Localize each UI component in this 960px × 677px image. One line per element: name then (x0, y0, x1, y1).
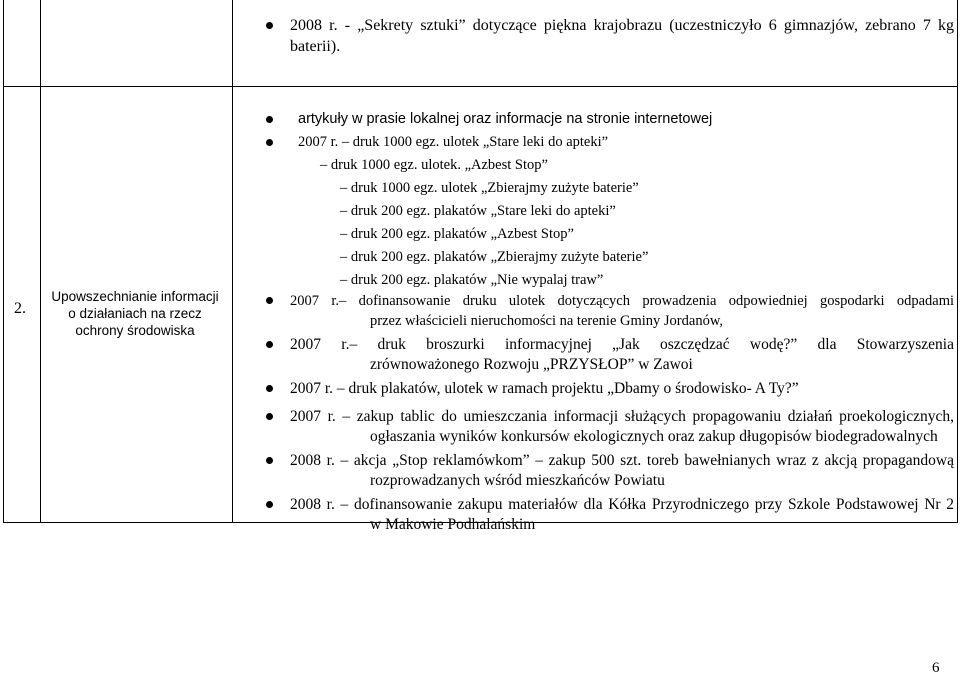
sub-item-posters-leki: – druk 200 egz. plakatów „Stare leki do apteki” (340, 203, 616, 219)
bullet (266, 385, 273, 392)
list-item-2007-brochure-l2: zrównoważonego Rozwoju „PRZYSŁOP” w Zawoi (370, 356, 693, 373)
bullet (266, 341, 273, 348)
bullet (266, 297, 273, 304)
bullet (266, 139, 273, 146)
sub-item-posters-azbest: – druk 200 egz. plakatów „Azbest Stop” (340, 226, 574, 242)
list-item-2007-posters-project: 2007 r. – druk plakatów, ulotek w ramach projektu „Dbamy o środowisko- A Ty?” (290, 380, 799, 397)
table-left-border (3, 0, 4, 523)
list-item-articles: artykuły w prasie lokalnej oraz informacje na stronie internetowej (298, 111, 713, 127)
list-item-2007-cofinancing-l1: 2007 r.– dofinansowanie druku ulotek dotyczących prowadzenia odpowiedniej gospodarki odpadami (290, 293, 954, 309)
sub-item-leaflets-batteries: – druk 1000 egz. ulotek „Zbierajmy zużyte baterie” (340, 180, 639, 196)
list-item-2007-cofinancing-l2: przez właścicieli nieruchomości na terenie Gminy Jordanów, (370, 313, 723, 329)
list-item-2008-club-l2: w Makowie Podhalańskim (370, 516, 536, 533)
list-item-2007-leaflets: 2007 r. – druk 1000 egz. ulotek „Stare leki do apteki” (298, 134, 609, 150)
bullet (266, 116, 273, 123)
table-row-divider (3, 86, 958, 87)
row-name (45, 288, 225, 339)
row-name-line3: ochrony środowiska (75, 323, 195, 338)
list-item-2008-bags-l1: 2008 r. – akcja „Stop reklamówkom” – zakup 500 szt. toreb bawełnianych wraz z akcją propagandową (290, 452, 954, 469)
list-item-2008-bags-l2: rozprowadzanych wśród mieszkańców Powiatu (370, 472, 665, 489)
list-item-2007-boards-l1: 2007 r. – zakup tablic do umieszczania informacji służących propagowaniu działań proekologicznych, (290, 408, 954, 425)
top-item-line2: baterii). (290, 38, 341, 55)
bullet (266, 22, 273, 29)
sub-item-posters-batteries: – druk 200 egz. plakatów „Zbierajmy zużyte baterie” (340, 249, 649, 265)
table-col-divider-1 (40, 0, 41, 523)
bullet (266, 413, 273, 420)
row-name-line1: Upowszechnianie informacji (51, 289, 219, 304)
sub-item-posters-traw: – druk 200 egz. plakatów „Nie wypalaj traw” (340, 272, 604, 288)
list-item-2007-brochure-l1: 2007 r.– druk broszurki informacyjnej „Jak oszczędzać wodę?” dla Stowarzyszenia (290, 336, 954, 353)
list-item-2008-club-l1: 2008 r. – dofinansowanie zakupu materiałów dla Kółka Przyrodniczego przy Szkole Podstawowej Nr 2 (290, 496, 954, 513)
table-col-divider-2 (232, 0, 233, 523)
sub-item-text: druk 1000 egz. ulotek. „Azbest Stop” (330, 157, 548, 173)
list-item-2007-boards-l2: ogłaszania wyników konkursów ekologicznych oraz zakup długopisów biodegradowalnych (370, 428, 938, 445)
sub-item-leaflets-azbest: – druk 1000 egz. ulotek. „Azbest Stop” (320, 157, 548, 173)
row-name-line2: o działaniach na rzecz (68, 306, 202, 321)
table-right-border (957, 0, 958, 523)
row-number: 2. (14, 300, 26, 317)
bullet (266, 501, 273, 508)
bullet (266, 457, 273, 464)
top-item-line1: 2008 r. - „Sekrety sztuki” dotyczące piękna krajobrazu (uczestniczyło 6 gimnazjów, zebrano 7 kg (290, 17, 954, 34)
page-number: 6 (932, 660, 940, 676)
